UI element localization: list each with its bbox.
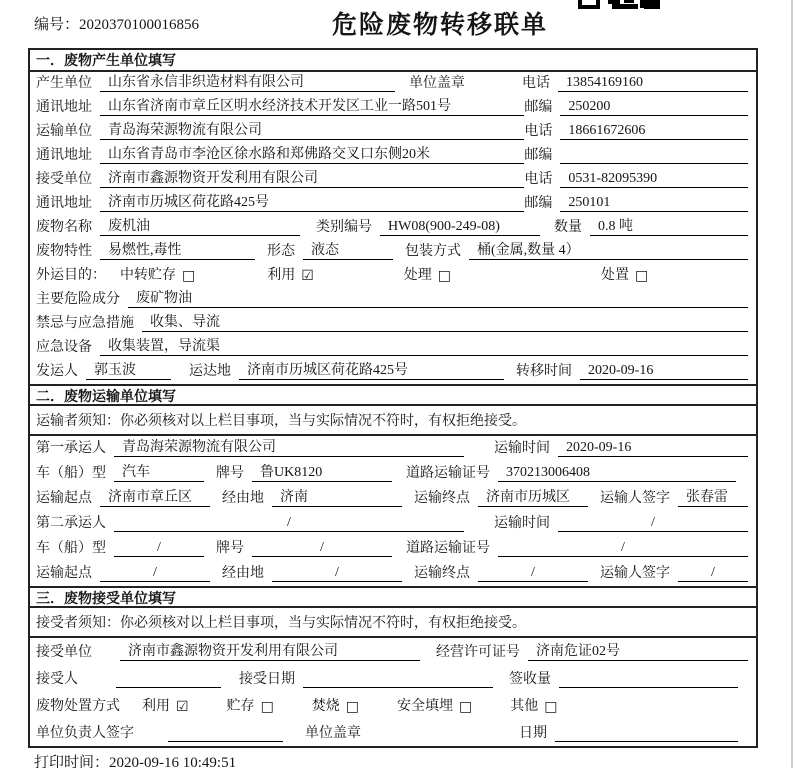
disposal-option-landfill: 安全填埋	[397, 699, 454, 714]
waste-qty-value: 0.8 吨	[590, 215, 748, 236]
vehicle2-type-value: /	[114, 540, 204, 557]
checkbox-transfer-storage: □	[182, 268, 196, 284]
route1-start-value: 济南市章丘区	[100, 486, 210, 507]
route2-sign-label: 运输人签字	[600, 566, 670, 581]
checkbox-disposal-store: □	[260, 699, 274, 715]
waste-pack-value: 桶(金属,数量 4）	[469, 239, 748, 260]
receiver-value: 济南市鑫源物资开发利用有限公司	[100, 167, 524, 188]
receiver-address-label: 通讯地址	[36, 196, 92, 211]
road-license2-label: 道路运输证号	[406, 541, 490, 556]
checkbox-treat: □	[437, 268, 452, 284]
print-time-label: 打印时间：	[34, 755, 110, 768]
receiver-phone-label: 电话	[524, 172, 553, 187]
disposal-option-store: 贮存	[226, 699, 255, 714]
row-second-carrier	[30, 511, 756, 536]
sign-date-label: 日期	[519, 726, 547, 741]
page-title: 危险废物转移联单	[332, 11, 549, 39]
serial-number	[34, 13, 199, 34]
transfer-form-table	[28, 48, 758, 748]
row-transporter	[30, 120, 756, 144]
destination-label: 运达地	[189, 364, 231, 379]
producer-address-value: 山东省济南市章丘区明水经济技术开发区工业一路501号	[100, 95, 524, 116]
signed-qty-value	[559, 687, 738, 688]
checkbox-dispose: □	[635, 268, 649, 284]
road-license1-value: 370213006408	[498, 465, 736, 482]
row-receiver	[30, 168, 756, 192]
disposal-option-incinerate: 焚烧	[311, 699, 340, 714]
vehicle1-type-value: 汽车	[114, 461, 204, 482]
producer-phone-label: 电话	[522, 76, 550, 91]
producer-address-label: 通讯地址	[36, 100, 92, 115]
section3-header: 三．废物接受单位填写	[30, 586, 756, 608]
row-first-carrier	[30, 436, 756, 461]
acceptor-label: 接受人	[36, 672, 78, 687]
receiver-label: 接受单位	[36, 172, 92, 187]
route2-start-value: /	[100, 565, 210, 582]
producer-zip-value: 250200	[560, 99, 748, 116]
route1-end-label: 运输终点	[414, 491, 470, 506]
acceptor-notice: 接受者须知：你必须核对以上栏目事项，当与实际情况不符时，有权拒绝接受。	[30, 608, 756, 638]
row-emergency-equipment	[30, 336, 756, 360]
accept-unit-value: 济南市鑫源物资开发利用有限公司	[120, 640, 420, 661]
checkbox-disposal-landfill: □	[459, 699, 473, 715]
route2-end-label: 运输终点	[414, 566, 470, 581]
hazard-value: 废矿物油	[128, 287, 748, 308]
producer-zip-label: 邮编	[524, 100, 553, 115]
business-license-value: 济南危证02号	[528, 640, 748, 661]
road-license2-value: /	[498, 540, 748, 557]
equipment-label: 应急设备	[36, 340, 92, 355]
row-vehicle2	[30, 536, 756, 561]
road-license1-label: 道路运输证号	[406, 466, 490, 481]
route1-sign-value: 张春雷	[678, 486, 748, 507]
first-carrier-value: 青岛海荣源物流有限公司	[114, 436, 464, 457]
equipment-value: 收集装置，导流渠	[100, 335, 748, 356]
print-time	[34, 751, 236, 768]
print-time-value: 2020-09-16 10:49:51	[109, 755, 237, 768]
section2-header: 二．废物运输单位填写	[30, 384, 756, 406]
transporter-address-label: 通讯地址	[36, 148, 92, 163]
dispatcher-value: 郭玉波	[86, 359, 171, 380]
route2-start-label: 运输起点	[36, 566, 92, 581]
transport-time-value: 2020-09-16	[558, 440, 748, 457]
receiver-address-value: 济南市历城区荷花路425号	[100, 191, 524, 212]
route2-via-label: 经由地	[222, 566, 264, 581]
transporter-notice: 运输者须知：你必须核对以上栏目事项，当与实际情况不符时，有权拒绝接受。	[30, 406, 756, 436]
serial-value: 2020370100016856	[79, 17, 200, 33]
route1-via-label: 经由地	[222, 491, 264, 506]
transporter-label: 运输单位	[36, 124, 92, 139]
transfer-time-label: 转移时间	[516, 364, 572, 379]
purpose-option-utilize: 利用	[267, 268, 296, 283]
accept-date-label: 接受日期	[239, 672, 295, 687]
receiver-zip-label: 邮编	[524, 196, 553, 211]
route1-via-value: 济南	[272, 486, 402, 507]
row-route2	[30, 561, 756, 586]
receiver-zip-value: 250101	[560, 195, 748, 212]
transporter-phone-value: 18661672606	[560, 123, 748, 140]
purpose-label: 外运目的：	[36, 268, 106, 283]
waste-form-label: 形态	[267, 244, 295, 259]
dispatcher-label: 发运人	[36, 364, 78, 379]
transporter-phone-label: 电话	[524, 124, 553, 139]
row-waste-name	[30, 216, 756, 240]
waste-property-value: 易燃性,毒性	[100, 239, 255, 260]
row-vehicle1	[30, 461, 756, 486]
purpose-option-dispose: 处置	[601, 268, 630, 283]
second-carrier-value: /	[114, 515, 464, 532]
accept-unit-label: 接受单位	[36, 645, 92, 660]
taboo-label: 禁忌与应急措施	[36, 316, 134, 331]
row-route1	[30, 486, 756, 511]
vehicle2-type-label: 车（船）型	[36, 541, 106, 556]
waste-code-value: HW08(900-249-08)	[380, 219, 540, 236]
transfer-time-value: 2020-09-16	[580, 363, 748, 380]
waste-name-value: 废机油	[100, 215, 300, 236]
section1-header: 一．废物产生单位填写	[30, 50, 756, 72]
qr-code-fragment	[578, 0, 664, 10]
receiver-phone-value: 0531-82095390	[560, 171, 748, 188]
row-producer-address	[30, 96, 756, 120]
taboo-value: 收集、导流	[142, 311, 748, 332]
row-producer	[30, 72, 756, 96]
plate1-value: 鲁UK8120	[252, 461, 392, 482]
disposal-option-utilize: 利用	[142, 699, 170, 714]
serial-label: 编号：	[34, 17, 80, 33]
row-accept-unit	[30, 638, 756, 665]
row-hazard-component	[30, 288, 756, 312]
responsible-sign-value	[168, 741, 283, 742]
plate2-label: 牌号	[216, 541, 244, 556]
checkbox-disposal-utilize: ☑	[176, 699, 189, 715]
purpose-option-transfer-storage: 中转贮存	[120, 268, 176, 283]
waste-name-label: 废物名称	[36, 220, 92, 235]
checkbox-disposal-incinerate: □	[345, 699, 360, 715]
page-right-edge	[791, 0, 793, 768]
business-license-label: 经营许可证号	[436, 645, 520, 660]
first-carrier-label: 第一承运人	[36, 441, 106, 456]
row-transporter-address	[30, 144, 756, 168]
responsible-sign-label: 单位负责人签字	[36, 726, 134, 741]
route1-start-label: 运输起点	[36, 491, 92, 506]
row-waste-property	[30, 240, 756, 264]
row-receiver-address	[30, 192, 756, 216]
row-dispatcher	[30, 360, 756, 384]
producer-value: 山东省永信非织造材料有限公司	[100, 71, 395, 92]
transport-time2-value: /	[558, 515, 748, 532]
checkbox-disposal-other: □	[544, 699, 558, 715]
route2-end-value: /	[478, 565, 588, 582]
second-carrier-label: 第二承运人	[36, 516, 106, 531]
plate2-value: /	[252, 540, 392, 557]
sign-date-value	[555, 741, 738, 742]
route1-sign-label: 运输人签字	[600, 491, 670, 506]
route1-end-value: 济南市历城区	[478, 486, 588, 507]
waste-pack-label: 包装方式	[405, 244, 461, 259]
checkbox-utilize: ☑	[301, 268, 314, 284]
row-disposal-method	[30, 692, 756, 719]
destination-value: 济南市历城区荷花路425号	[239, 359, 504, 380]
unit-seal2-label: 单位盖章	[305, 726, 361, 741]
transporter-zip-value	[560, 163, 748, 164]
route2-via-value: /	[272, 565, 402, 582]
purpose-option-treat: 处理	[403, 268, 432, 283]
transport-time-label: 运输时间	[494, 441, 550, 456]
waste-code-label: 类别编号	[316, 220, 372, 235]
row-taboo-measures	[30, 312, 756, 336]
acceptor-value	[116, 687, 221, 688]
hazard-label: 主要危险成分	[36, 292, 120, 307]
signed-qty-label: 签收量	[509, 672, 551, 687]
producer-label: 产生单位	[36, 76, 92, 91]
transport-time2-label: 运输时间	[494, 516, 550, 531]
vehicle1-type-label: 车（船）型	[36, 466, 106, 481]
accept-date-value	[303, 687, 493, 688]
plate1-label: 牌号	[216, 466, 244, 481]
transporter-value: 青岛海荣源物流有限公司	[100, 119, 524, 140]
disposal-option-other: 其他	[510, 699, 539, 714]
waste-form-value: 液态	[303, 239, 393, 260]
disposal-label: 废物处置方式	[36, 699, 120, 714]
producer-phone-value: 13854169160	[558, 75, 748, 92]
transporter-zip-label: 邮编	[524, 148, 553, 163]
row-acceptor	[30, 665, 756, 692]
unit-seal-label: 单位盖章	[409, 76, 465, 91]
waste-qty-label: 数量	[554, 220, 582, 235]
row-responsible-sign	[30, 719, 756, 746]
row-transfer-purpose	[30, 264, 756, 288]
transporter-address-value: 山东省青岛市李沧区徐水路和郑佛路交叉口东侧20米	[100, 143, 524, 164]
waste-property-label: 废物特性	[36, 244, 92, 259]
route2-sign-value: /	[678, 565, 748, 582]
